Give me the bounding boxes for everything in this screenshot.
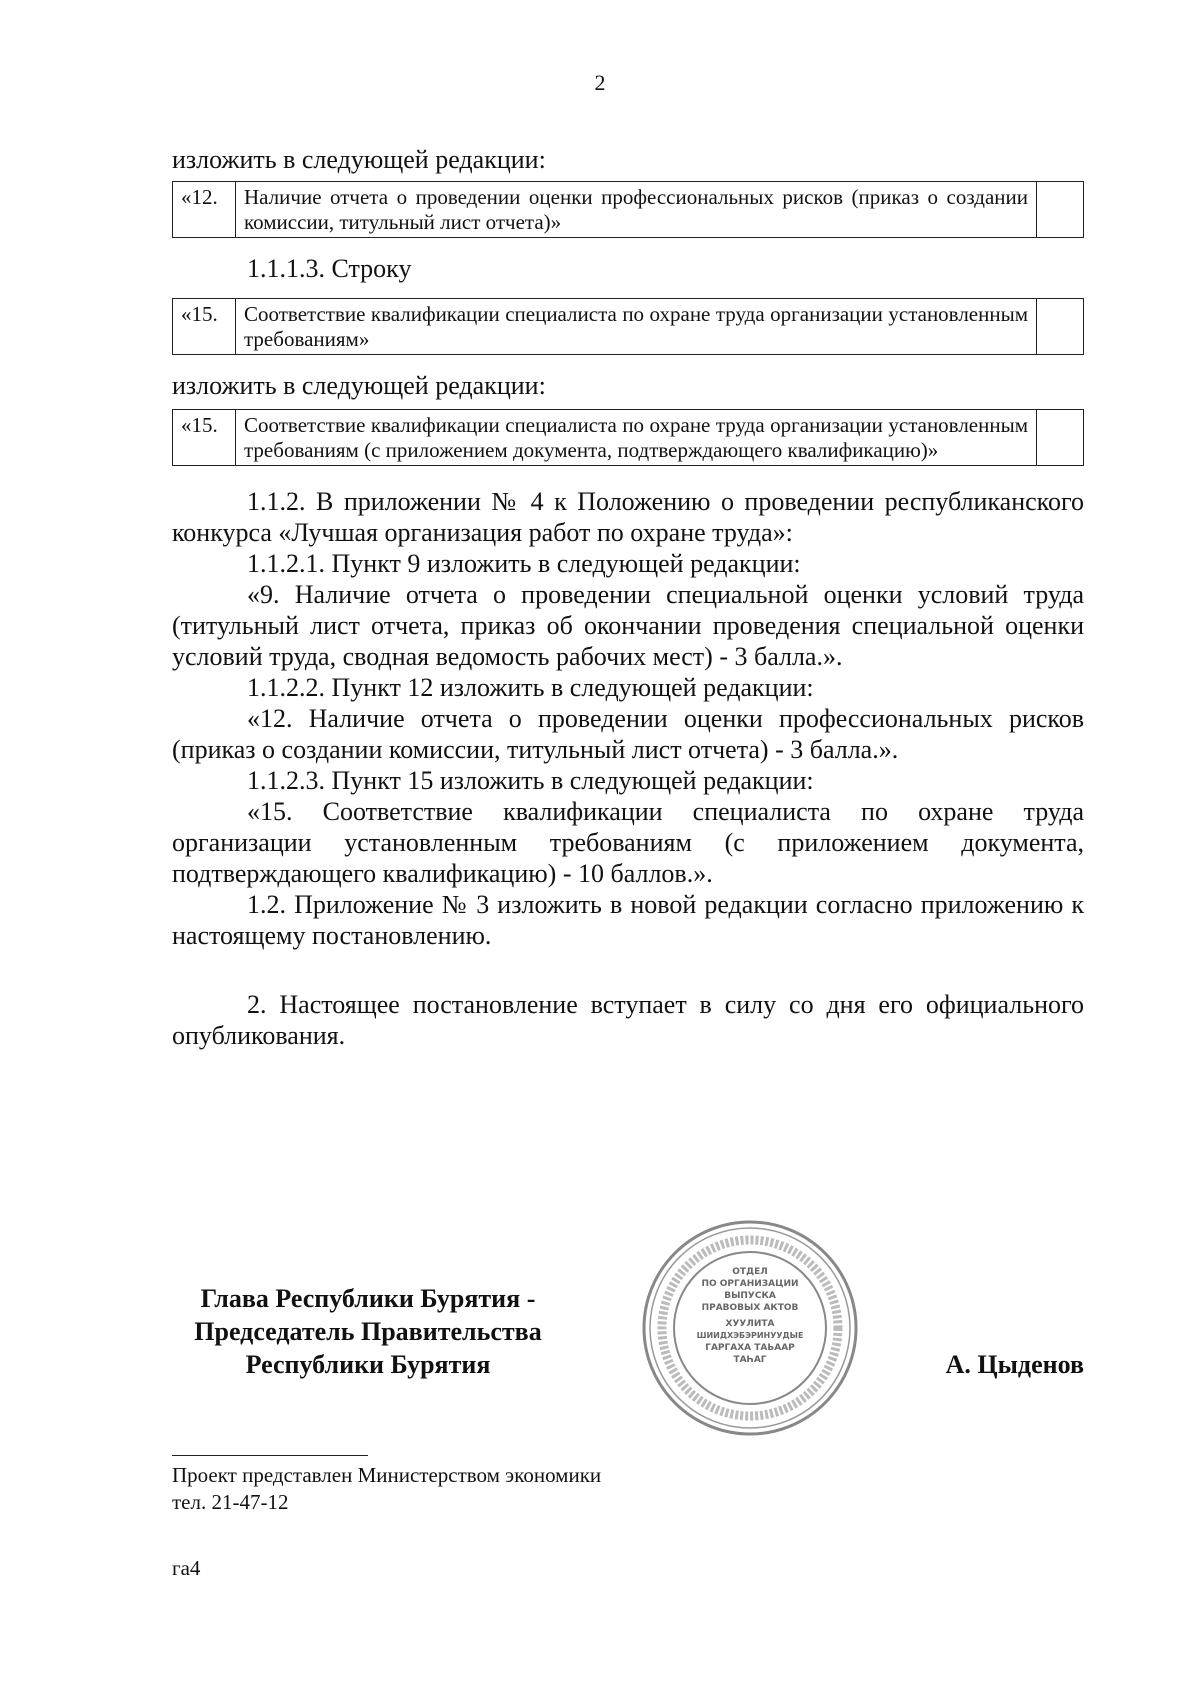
seal-text-line: ВЫПУСКА bbox=[724, 1291, 776, 1301]
seal-text-line: ПРАВОВЫХ АКТОВ bbox=[701, 1303, 799, 1313]
paragraph-1-1-2-3: 1.1.2.3. Пункт 15 изложить в следующей редакции: bbox=[247, 766, 814, 795]
signatory-title bbox=[172, 1282, 564, 1381]
document-code: га4 bbox=[172, 1556, 201, 1580]
paragraph-item-9: «9. Наличие отчета о проведении специальной оценки условий труда (титульный лист отчета, приказ об окончании проведения специальной оценки условий труда, сводная ведомость рабочих мест) - 3 балла.». bbox=[172, 580, 1084, 671]
paragraph-1-1-2: 1.1.2. В приложении № 4 к Положению о проведении республиканского конкурса «Лучшая организация работ по охране труда»: bbox=[172, 487, 1084, 547]
official-seal-icon bbox=[640, 1218, 860, 1438]
row-score-cell bbox=[1037, 410, 1084, 466]
paragraph-2-effective: 2. Настоящее постановление вступает в силу со дня его официального опубликования. bbox=[172, 990, 1084, 1050]
signature-block bbox=[172, 1282, 1084, 1402]
row-score-cell bbox=[1037, 182, 1084, 238]
paragraph-item-15: «15. Соответствие квалификации специалиста по охране труда организации установленным требованиям (с приложением документа, подтверждающего квалификацию) - 10 баллов.». bbox=[172, 797, 1084, 888]
signatory-title-line: Республики Бурятия bbox=[245, 1350, 491, 1379]
document-body bbox=[172, 143, 1084, 1051]
row-number: «15. bbox=[173, 299, 236, 355]
row-text: Соответствие квалификации специалиста по охране труда организации установленным требованиям» bbox=[236, 299, 1037, 355]
amendment-row-12-new bbox=[172, 181, 1084, 238]
signatory-title-line: Председатель Правительства bbox=[194, 1317, 542, 1346]
paragraph-1-2: 1.2. Приложение № 3 изложить в новой редакции согласно приложению к настоящему постановлению. bbox=[172, 890, 1084, 950]
footnote bbox=[172, 1462, 601, 1516]
signatory-title-line: Глава Республики Бурятия - bbox=[200, 1284, 536, 1313]
row-score-cell bbox=[1037, 299, 1084, 355]
footnote-phone: тел. 21-47-12 bbox=[172, 1490, 289, 1514]
section1-lead: изложить в следующей редакции: bbox=[172, 145, 546, 174]
row-number: «12. bbox=[173, 182, 236, 238]
footnote-author: Проект представлен Министерством экономики bbox=[172, 1463, 602, 1487]
row-number: «15. bbox=[173, 410, 236, 466]
amendment-row-15-new bbox=[172, 409, 1084, 466]
paragraph-1-1-2-1: 1.1.2.1. Пункт 9 изложить в следующей редакции: bbox=[247, 549, 801, 578]
page-number: 2 bbox=[594, 70, 606, 95]
row-text: Наличие отчета о проведении оценки профессиональных рисков (приказ о создании комиссии, титульный лист отчета)» bbox=[236, 182, 1037, 238]
section2-heading: 1.1.1.3. Строку bbox=[247, 254, 412, 283]
seal-text-line: ОТДЕЛ bbox=[732, 1267, 768, 1277]
row-text: Соответствие квалификации специалиста по охране труда организации установленным требованиям (с приложением документа, подтверждающего квалификацию)» bbox=[236, 410, 1037, 466]
seal-text-line: ПО ОРГАНИЗАЦИИ bbox=[701, 1279, 799, 1289]
paragraph-1-1-2-2: 1.1.2.2. Пункт 12 изложить в следующей редакции: bbox=[247, 673, 814, 702]
seal-text-line: ШИИДХЭБЭРИНУУДЫЕ bbox=[696, 1331, 804, 1340]
footnote-rule bbox=[172, 1455, 368, 1456]
signatory-name: А. Цыденов bbox=[945, 1350, 1084, 1379]
amendment-row-15-old bbox=[172, 298, 1084, 355]
seal-text-line: ТАҺАГ bbox=[733, 1355, 767, 1365]
seal-text-line: ХУУЛИТА bbox=[725, 1319, 775, 1329]
section3-lead: изложить в следующей редакции: bbox=[172, 371, 546, 400]
seal-text-line: ГАРГАХА ТАЬААР bbox=[705, 1343, 795, 1353]
paragraph-item-12: «12. Наличие отчета о проведении оценки профессиональных рисков (приказ о создании комиссии, титульный лист отчета) - 3 балла.». bbox=[172, 704, 1084, 764]
